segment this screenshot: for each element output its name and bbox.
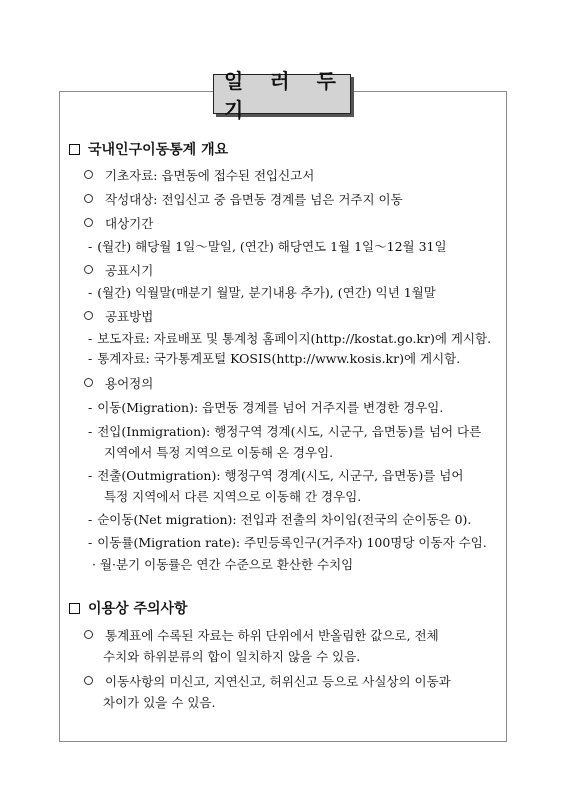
sub-item <box>88 467 463 484</box>
term-net: 순이동(Net migration): 전입과 전출의 차이임(전국의 순이동은 0). <box>97 512 472 527</box>
circle-bullet-icon <box>84 378 93 387</box>
circle-bullet-icon <box>84 676 93 685</box>
sub-item <box>88 238 447 255</box>
period-detail: (월간) 해당월 1일～말일, (연간) 해당연도 1월 1일～12월 31일 <box>97 239 447 254</box>
dash-bullet-icon: - <box>88 468 93 483</box>
dash-bullet-icon: - <box>88 424 93 439</box>
list-item <box>84 673 451 690</box>
section-heading-overview <box>69 142 228 159</box>
list-item <box>84 375 153 392</box>
sub-item <box>88 330 491 347</box>
terms-title: 용어정의 <box>105 376 154 391</box>
period-title: 대상기간 <box>105 216 154 231</box>
list-item <box>84 215 153 232</box>
list-item <box>84 191 403 208</box>
list-item <box>84 167 314 184</box>
list-item <box>84 627 439 644</box>
term-migration: 이동(Migration): 읍면동 경계를 넘어 거주지를 변경한 경우임. <box>97 400 444 415</box>
sub-item <box>88 399 443 416</box>
dash-bullet-icon: - <box>88 512 93 527</box>
term-note: · 월·분기 이동률은 연간 수준으로 환산한 수치임 <box>92 557 354 572</box>
square-bullet-icon <box>69 603 80 614</box>
dash-bullet-icon: - <box>88 331 93 346</box>
section-heading-text: 국내인구이동통계 개요 <box>88 142 229 158</box>
circle-bullet-icon <box>84 265 93 274</box>
sub-item <box>88 284 436 301</box>
note1-line1: 통계표에 수록된 자료는 하위 단위에서 반올림한 값으로, 전체 <box>105 628 439 643</box>
sub-item-continued: 지역에서 특정 지역으로 이동해 온 경우임. <box>104 445 334 460</box>
method-title: 공표방법 <box>105 309 154 324</box>
note1-line2: 수치와 하위분류의 합이 일치하지 않을 수 있음. <box>103 649 361 664</box>
dash-bullet-icon: - <box>88 535 93 550</box>
release-detail: (월간) 익월말(매분기 월말, 분기내용 추가), (연간) 익년 1월말 <box>97 285 436 300</box>
list-item <box>84 262 153 279</box>
section-heading-notes <box>69 601 188 618</box>
circle-bullet-icon <box>84 630 93 639</box>
circle-bullet-icon <box>84 170 93 179</box>
method-press: 보도자료: 자료배포 및 통계청 홈페이지(http://kostat.go.kr)에 게시함. <box>97 331 492 346</box>
section-heading-text: 이용상 주의사항 <box>88 601 188 617</box>
dash-bullet-icon: - <box>88 239 93 254</box>
term-outmigration-1: 전출(Outmigration): 행정구역 경계(시도, 시군구, 읍면동)를 넘어 <box>97 468 464 483</box>
dash-bullet-icon: - <box>88 400 93 415</box>
circle-bullet-icon <box>84 311 93 320</box>
sub-item <box>88 534 487 551</box>
release-title: 공표시기 <box>105 263 154 278</box>
dash-bullet-icon: - <box>88 351 93 366</box>
page-title: 일 러 두 기 <box>213 74 351 114</box>
sub-item <box>88 350 460 367</box>
sub-item-continued: 특정 지역에서 다른 지역으로 이동해 간 경우임. <box>104 489 362 504</box>
dash-bullet-icon: - <box>88 285 93 300</box>
square-bullet-icon <box>69 144 80 155</box>
circle-bullet-icon <box>84 194 93 203</box>
circle-bullet-icon <box>84 218 93 227</box>
sub-item <box>88 423 481 440</box>
note2-line2: 차이가 있을 수 있음. <box>103 695 216 710</box>
basis-text: 기초자료: 읍면동에 접수된 전입신고서 <box>105 168 315 183</box>
list-item <box>84 308 153 325</box>
note2-line1: 이동사항의 미신고, 지연신고, 허위신고 등으로 사실상의 이동과 <box>105 674 451 689</box>
sub-item <box>88 511 471 528</box>
term-inmigration-1: 전입(Inmigration): 행정구역 경계(시도, 시군구, 읍면동)를 넘어 다른 <box>97 424 482 439</box>
content-frame <box>59 91 507 742</box>
target-text: 작성대상: 전입신고 중 읍면동 경계를 넘은 거주지 이동 <box>105 192 403 207</box>
method-kosis: 통계자료: 국가통계포털 KOSIS(http://www.kosis.kr)에 게시함. <box>97 351 461 366</box>
term-rate: 이동률(Migration rate): 주민등록인구(거주자) 100명당 이동자 수임. <box>97 535 487 550</box>
